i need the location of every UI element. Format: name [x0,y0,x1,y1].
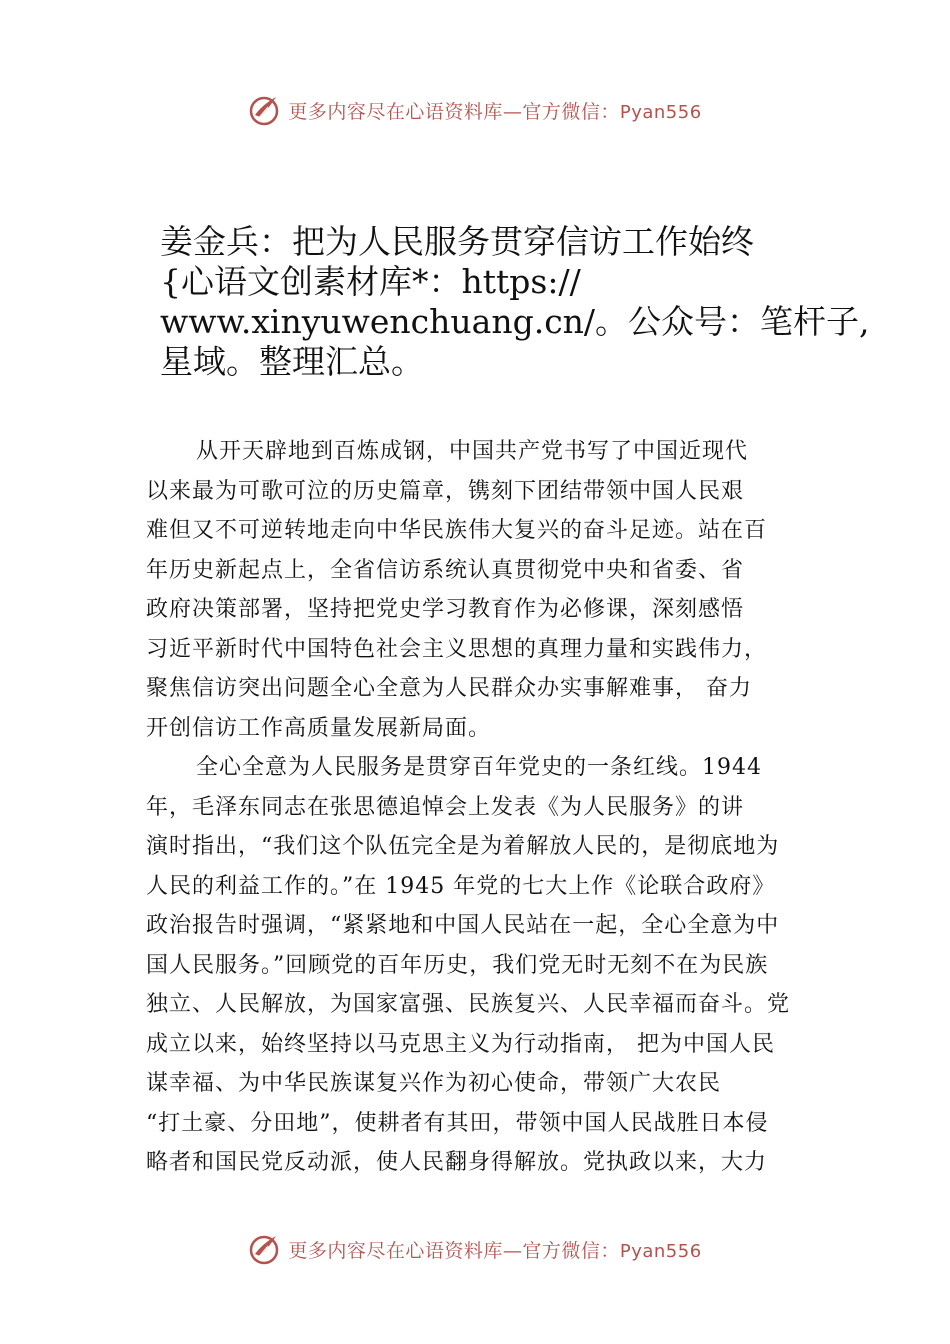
text-line: 聚焦信访突出问题全心全意为人民群众办实事解难事， 奋力 [146,676,752,701]
text-line: 政府决策部署，坚持把党史学习教育作为必修课，深刻感悟 [146,597,745,622]
title-line: {心语文创素材库*：https:// [160,262,581,301]
text-line: 演时指出，“我们这个队伍完全是为着解放人民的，是彻底地为 [146,834,780,859]
document-body [146,432,846,1183]
text-line: 独立、人民解放，为国家富强、民族复兴、人民幸福而奋斗。党 [146,992,791,1017]
header-banner [0,93,950,127]
title-line: www.xinyuwenchuang.cn/。公众号：笔杆子, [160,302,870,341]
text-line: 政治报告时强调，“紧紧地和中国人民站在一起，全心全意为中 [146,913,780,938]
quill-logo-icon [248,93,282,127]
title-line: 姜金兵：把为人民服务贯穿信访工作始终 [160,222,754,261]
text-line: 全心全意为人民服务是贯穿百年党史的一条红线。1944 [196,755,762,780]
paragraph-2 [146,748,846,1183]
text-line: 国人民服务。”回顾党的百年历史，我们党无时无刻不在为民族 [146,952,769,978]
text-line: “打土豪、分田地”，使耕者有其田，带领中国人民战胜日本侵 [146,1110,769,1136]
text-line: 从开天辟地到百炼成钢，中国共产党书写了中国近现代 [196,439,749,464]
document-title [160,222,870,382]
text-line: 年历史新起点上，全省信访系统认真贯彻党中央和省委、省 [146,557,745,583]
text-line: 以来最为可歌可泣的历史篇章，镌刻下团结带领中国人民艰 [146,478,745,504]
footer-banner [0,1232,950,1266]
text-line: 谋幸福、为中华民族谋复兴作为初心使命，带领广大农民 [146,1071,722,1096]
title-line: 星域。整理汇总。 [160,342,424,381]
banner-label: 更多内容尽在心语资料库—官方微信：Pyan556 [288,1239,702,1262]
text-line: 人民的利益工作的。”在 1945 年党的七大上作《论联合政府》 [146,873,776,899]
paragraph-1 [146,432,846,748]
text-line: 成立以来，始终坚持以马克思主义为行动指南， 把为中国人民 [146,1031,775,1057]
banner-label: 更多内容尽在心语资料库—官方微信：Pyan556 [288,100,702,123]
text-line: 年，毛泽东同志在张思德追悼会上发表《为人民服务》的讲 [146,794,745,820]
text-line: 难但又不可逆转地走向中华民族伟大复兴的奋斗足迹。站在百 [146,518,768,543]
text-line: 习近平新时代中国特色社会主义思想的真理力量和实践伟力， [146,636,768,662]
text-line: 略者和国民党反动派，使人民翻身得解放。党执政以来，大力 [146,1150,768,1175]
quill-logo-icon [248,1232,282,1266]
text-line: 开创信访工作高质量发展新局面。 [146,715,492,741]
